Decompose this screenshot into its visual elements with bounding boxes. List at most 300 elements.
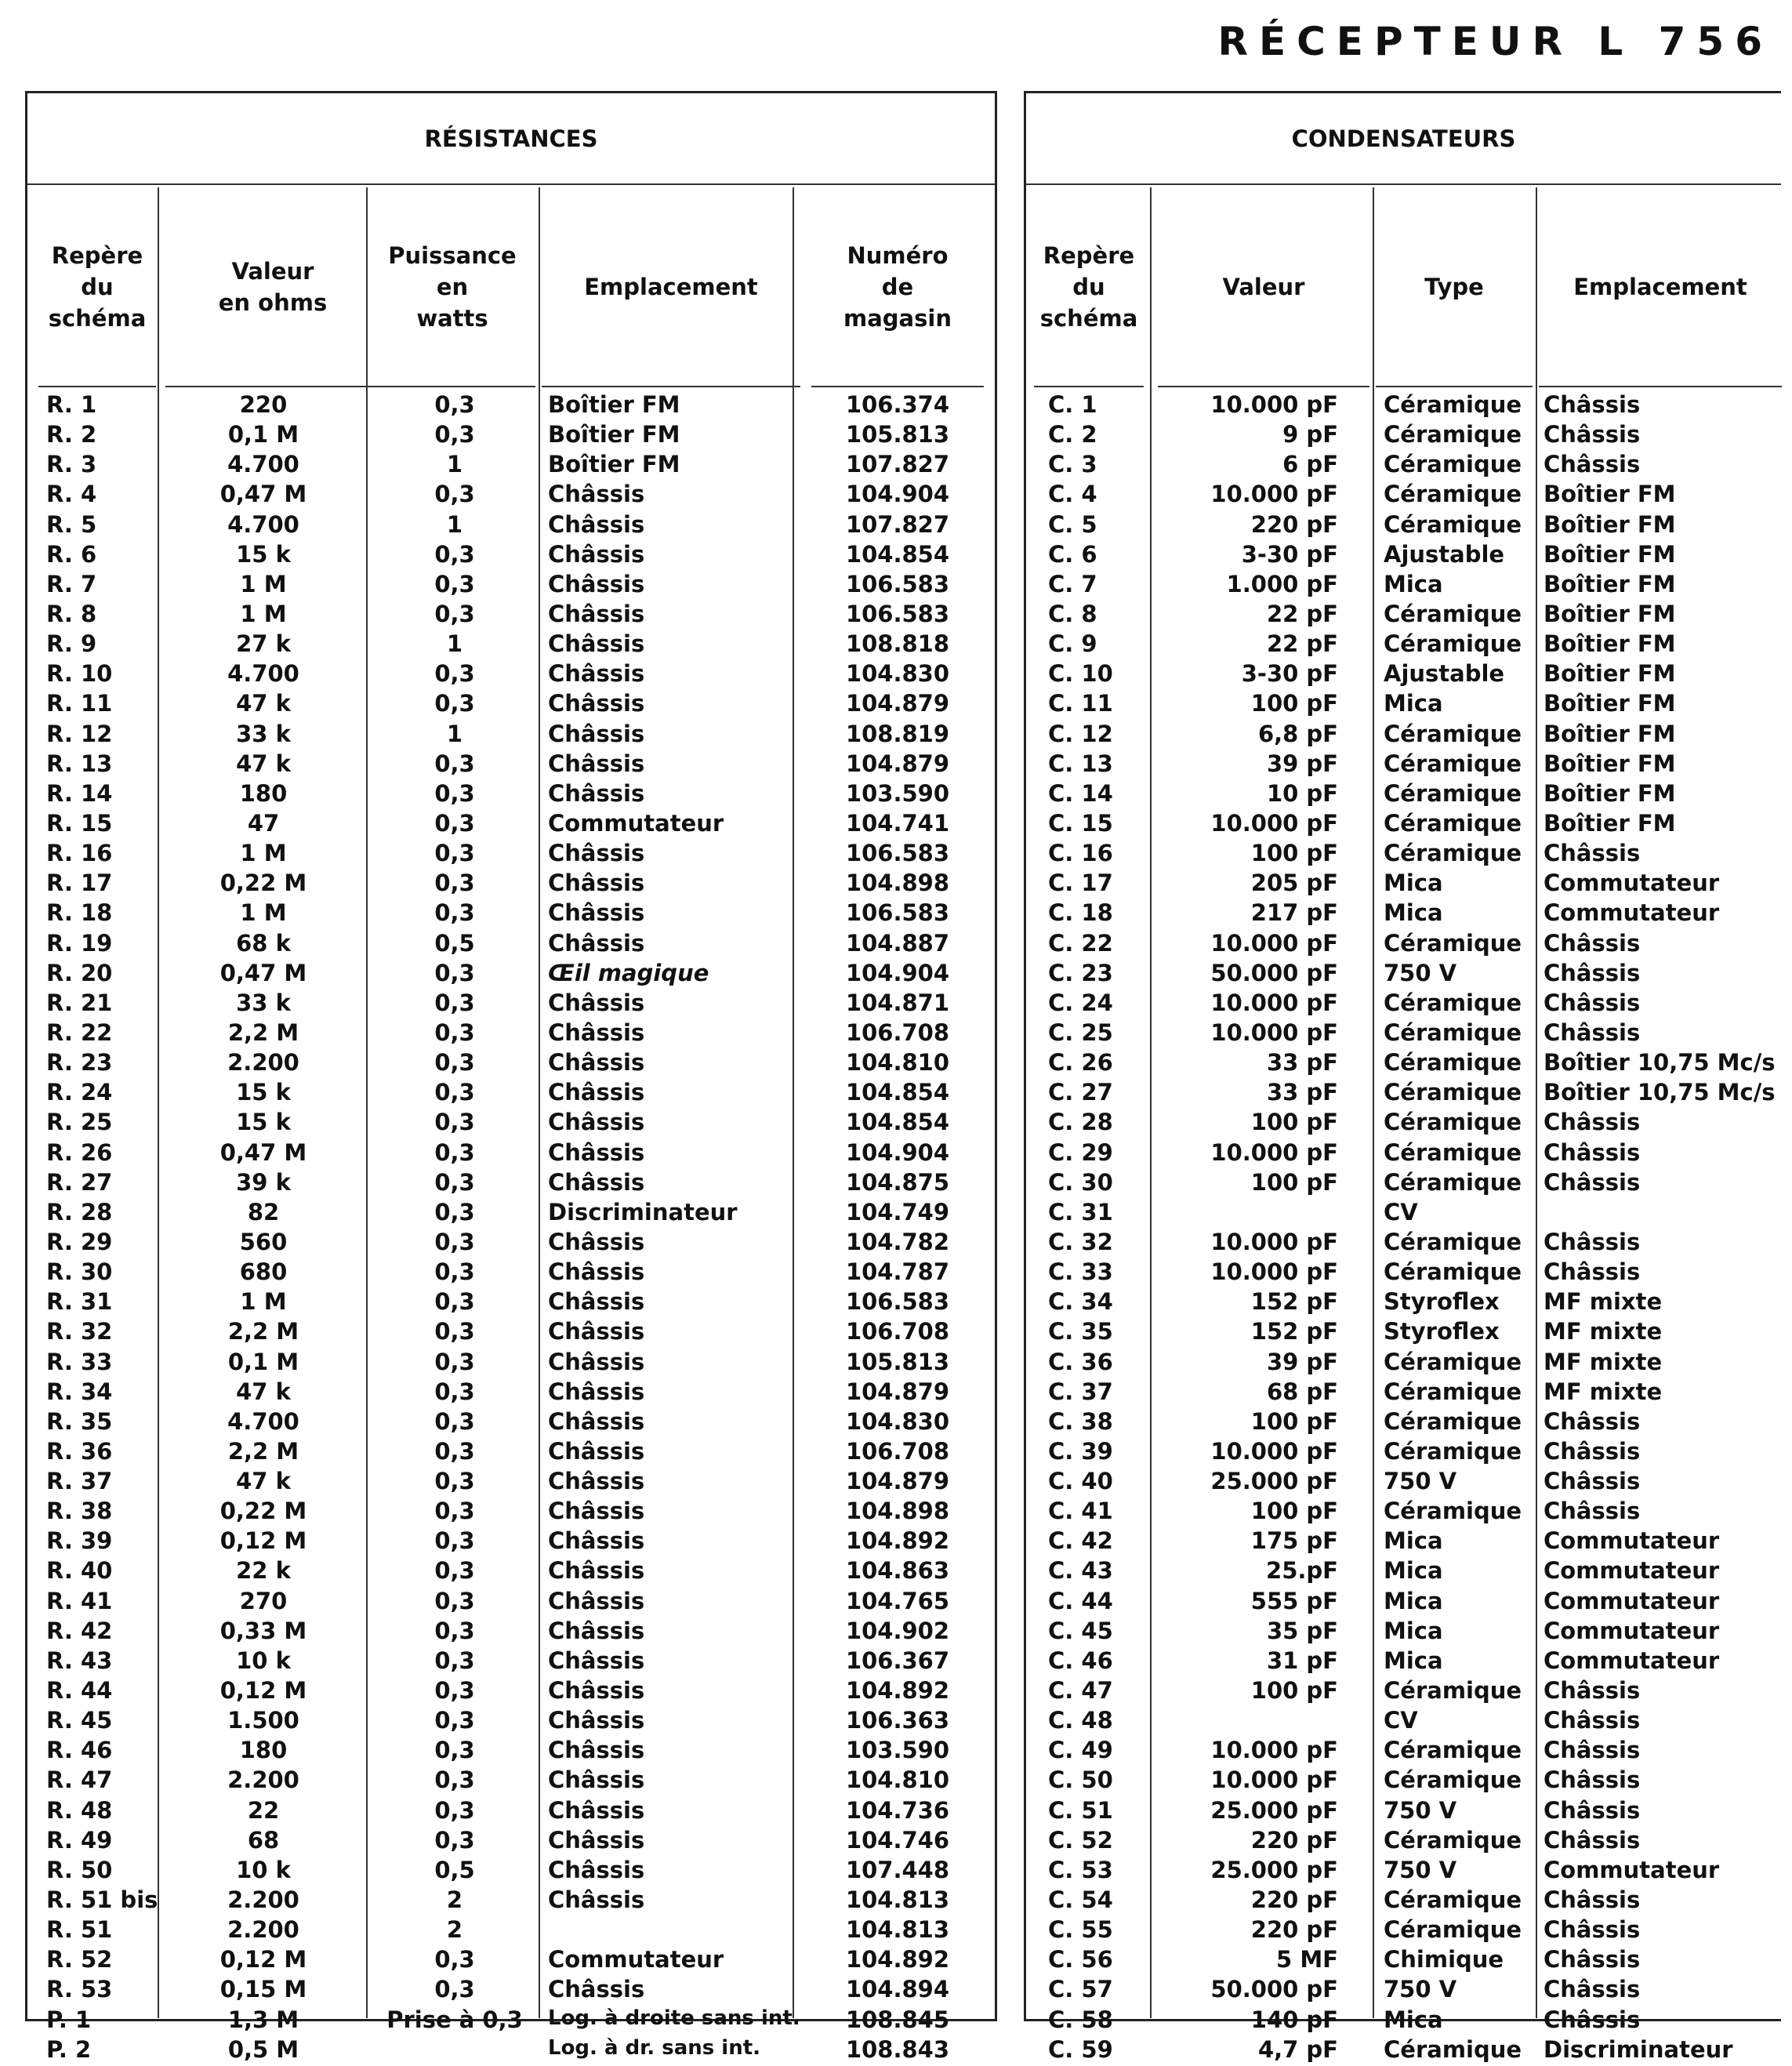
cell-type: Céramique xyxy=(1384,1018,1522,1046)
cell-emplacement: Châssis xyxy=(548,1468,645,1495)
table-row xyxy=(1026,1049,1781,1079)
cell-repere: R. 43 xyxy=(46,1647,113,1674)
cell-numero: 104.830 xyxy=(845,1407,950,1435)
cell-emplacement: Châssis xyxy=(548,1168,645,1196)
cell-repere: R. 51 bis xyxy=(46,1886,158,1914)
cell-repere: R. 44 xyxy=(46,1677,113,1705)
table-row xyxy=(1026,721,1781,750)
cell-numero: 104.892 xyxy=(845,1677,950,1705)
cell-puissance: 1 xyxy=(446,630,463,658)
table-row xyxy=(27,810,995,840)
cell-emplacement: Châssis xyxy=(1544,1109,1641,1136)
cell-type: Céramique xyxy=(1384,929,1522,957)
table-row xyxy=(1026,1766,1781,1796)
cell-valeur: 100 pF xyxy=(1250,840,1338,867)
cell-type: Céramique xyxy=(1384,600,1522,627)
cell-valeur: 22 pF xyxy=(1266,600,1338,627)
cell-puissance: 0,3 xyxy=(434,1527,475,1555)
cell-valeur: 220 pF xyxy=(1250,1886,1338,1914)
table-row xyxy=(27,1468,995,1498)
header-repere: Repère du schéma xyxy=(38,187,156,387)
table-row xyxy=(1026,1827,1781,1857)
cell-emplacement: Châssis xyxy=(548,1617,645,1644)
cell-valeur: 39 pF xyxy=(1266,750,1338,777)
cell-emplacement: Châssis xyxy=(548,779,645,807)
table-row xyxy=(1026,899,1781,929)
cell-valeur: 47 xyxy=(247,809,280,837)
cell-type: Céramique xyxy=(1384,1348,1522,1375)
cell-puissance: 0,3 xyxy=(434,1318,475,1345)
cell-numero: 104.892 xyxy=(845,1527,950,1555)
cell-repere: C. 10 xyxy=(1048,660,1113,688)
cell-valeur: 50.000 pF xyxy=(1210,1976,1338,2003)
cell-numero: 106.583 xyxy=(845,570,950,597)
cell-valeur: 205 pF xyxy=(1250,870,1338,897)
cell-valeur: 4.700 xyxy=(227,1407,299,1435)
cell-type: Céramique xyxy=(1384,1049,1522,1077)
cell-repere: R. 1 xyxy=(46,391,97,418)
table-row xyxy=(1026,1438,1781,1468)
cell-numero: 104.782 xyxy=(845,1228,950,1255)
table-row xyxy=(1026,1019,1781,1049)
cell-repere: C. 12 xyxy=(1048,720,1113,747)
table-row xyxy=(27,1169,995,1199)
cell-valeur: 15 k xyxy=(236,1109,291,1136)
cell-valeur: 2,2 M xyxy=(227,1318,299,1345)
table-row xyxy=(27,1737,995,1766)
cell-type: Chimique xyxy=(1384,1946,1504,1973)
cell-emplacement: Commutateur xyxy=(1544,1856,1720,1883)
cell-type: Mica xyxy=(1384,570,1443,597)
table-row xyxy=(27,1229,995,1258)
cell-emplacement: Châssis xyxy=(548,1138,645,1166)
cell-repere: R. 38 xyxy=(46,1498,113,1525)
cell-numero: 104.749 xyxy=(845,1198,950,1225)
cell-type: Céramique xyxy=(1384,750,1522,777)
cell-valeur: 560 xyxy=(239,1228,288,1255)
cell-emplacement: Commutateur xyxy=(1544,1557,1720,1585)
cell-valeur: 47 k xyxy=(236,750,291,777)
cell-emplacement: Boîtier FM xyxy=(1544,481,1676,508)
cell-repere: R. 46 xyxy=(46,1737,113,1764)
cell-emplacement: Châssis xyxy=(1544,1707,1641,1734)
cell-type: Céramique xyxy=(1384,1228,1522,1255)
table-row xyxy=(1026,1498,1781,1527)
cell-type: Mica xyxy=(1384,2006,1443,2033)
cell-valeur: 33 k xyxy=(236,720,291,747)
cell-type: Céramique xyxy=(1384,510,1522,538)
cell-type: 750 V xyxy=(1384,959,1457,986)
cell-numero: 104.854 xyxy=(845,1109,950,1136)
cell-puissance: 0,3 xyxy=(434,1796,475,1824)
table-row xyxy=(27,1618,995,1647)
table-row xyxy=(27,481,995,510)
cell-type: Céramique xyxy=(1384,1826,1522,1854)
cell-repere: C. 29 xyxy=(1048,1138,1113,1166)
header-type: Type xyxy=(1376,187,1533,387)
table-row xyxy=(1026,750,1781,780)
cell-repere: C. 24 xyxy=(1048,989,1113,1016)
cell-valeur: 555 pF xyxy=(1250,1587,1338,1614)
cell-puissance: 0,3 xyxy=(434,1647,475,1674)
cell-puissance: 0,3 xyxy=(434,1168,475,1196)
cell-numero: 104.871 xyxy=(845,989,950,1016)
cell-valeur: 1,3 M xyxy=(227,2006,299,2033)
table-row xyxy=(27,1139,995,1169)
cell-valeur: 3-30 pF xyxy=(1241,540,1338,568)
cell-emplacement: Châssis xyxy=(1544,840,1641,867)
cell-puissance: 0,3 xyxy=(434,1288,475,1316)
cell-type: Styroflex xyxy=(1384,1318,1500,1345)
cell-valeur: 180 xyxy=(239,1737,288,1764)
cell-puissance: 0,3 xyxy=(434,600,475,627)
cell-puissance: 0,3 xyxy=(434,899,475,927)
cell-numero: 104.863 xyxy=(845,1557,950,1585)
cell-repere: C. 52 xyxy=(1048,1826,1113,1854)
cell-valeur: 10.000 pF xyxy=(1210,1258,1338,1286)
cell-valeur: 25.000 pF xyxy=(1210,1856,1338,1883)
cell-numero: 104.879 xyxy=(845,750,950,777)
cell-puissance: 0,5 xyxy=(434,929,475,957)
cell-emplacement: MF mixte xyxy=(1544,1288,1663,1316)
cell-repere: C. 53 xyxy=(1048,1856,1113,1883)
table-row xyxy=(27,1886,995,1916)
cell-numero: 106.583 xyxy=(845,840,950,867)
cell-repere: R. 49 xyxy=(46,1826,113,1854)
cell-repere: R. 37 xyxy=(46,1468,113,1495)
cell-repere: R. 15 xyxy=(46,809,113,837)
cell-valeur: 10.000 pF xyxy=(1210,1138,1338,1166)
cell-puissance: 0,3 xyxy=(434,1109,475,1136)
cell-repere: C. 2 xyxy=(1048,421,1097,448)
cell-emplacement: Châssis xyxy=(1544,451,1641,478)
cell-emplacement: Châssis xyxy=(1544,1946,1641,1973)
cell-puissance: 0,3 xyxy=(434,481,475,508)
cell-type: Céramique xyxy=(1384,1766,1522,1794)
cell-repere: R. 27 xyxy=(46,1168,113,1196)
cell-puissance: 0,3 xyxy=(434,1348,475,1375)
cell-emplacement: Boîtier FM xyxy=(1544,779,1676,807)
cell-emplacement: Châssis xyxy=(1544,1468,1641,1495)
cell-puissance: Prise à 0,3 xyxy=(386,2006,523,2033)
cell-puissance: 0,3 xyxy=(434,1498,475,1525)
cell-repere: C. 5 xyxy=(1048,510,1097,538)
table-row xyxy=(27,750,995,780)
cell-type: Céramique xyxy=(1384,1916,1522,1944)
cell-puissance: 0,3 xyxy=(434,1587,475,1614)
cell-repere: C. 25 xyxy=(1048,1018,1113,1046)
condensateurs-rows xyxy=(1026,391,1781,2066)
cell-emplacement: Boîtier FM xyxy=(1544,600,1676,627)
table-row xyxy=(1026,1378,1781,1408)
cell-repere: C. 18 xyxy=(1048,899,1113,927)
cell-puissance: 0,3 xyxy=(434,779,475,807)
cell-emplacement: Châssis xyxy=(548,1677,645,1705)
cell-repere: C. 51 xyxy=(1048,1796,1113,1824)
cell-puissance: 0,3 xyxy=(434,840,475,867)
cell-numero: 104.813 xyxy=(845,1886,950,1914)
cell-type: 750 V xyxy=(1384,1796,1457,1824)
cell-repere: C. 36 xyxy=(1048,1348,1113,1375)
table-row xyxy=(27,1707,995,1737)
table-row xyxy=(1026,810,1781,840)
cell-numero: 104.879 xyxy=(845,1378,950,1405)
table-row xyxy=(27,1079,995,1109)
cell-type: Mica xyxy=(1384,870,1443,897)
cell-puissance: 0,3 xyxy=(434,540,475,568)
cell-valeur: 100 pF xyxy=(1250,690,1338,717)
cell-valeur: 47 k xyxy=(236,1378,291,1405)
table-row xyxy=(1026,1707,1781,1737)
table-row xyxy=(1026,1318,1781,1348)
resistances-title: RÉSISTANCES xyxy=(27,93,995,185)
cell-type: Céramique xyxy=(1384,1378,1522,1405)
cell-emplacement: Châssis xyxy=(1544,1018,1641,1046)
cell-repere: C. 50 xyxy=(1048,1766,1113,1794)
cell-valeur: 10.000 pF xyxy=(1210,1018,1338,1046)
cell-valeur: 68 pF xyxy=(1266,1378,1338,1405)
cell-emplacement: Discriminateur xyxy=(548,1198,738,1225)
cell-repere: C. 57 xyxy=(1048,1976,1113,2003)
cell-valeur: 4,7 pF xyxy=(1257,2035,1338,2063)
cell-type: Ajustable xyxy=(1384,660,1505,688)
cell-valeur: 0,47 M xyxy=(219,1138,307,1166)
cell-emplacement: Commutateur xyxy=(1544,870,1720,897)
cell-repere: C. 14 xyxy=(1048,779,1113,807)
table-row xyxy=(27,1557,995,1587)
cell-valeur: 10.000 pF xyxy=(1210,1437,1338,1465)
cell-valeur: 10.000 pF xyxy=(1210,1766,1338,1794)
table-row xyxy=(27,451,995,481)
condensateurs-table xyxy=(1024,91,1781,2063)
cell-emplacement: Châssis xyxy=(548,481,645,508)
cell-numero: 106.367 xyxy=(845,1647,950,1674)
table-row xyxy=(27,1318,995,1348)
table-row xyxy=(27,1827,995,1857)
table-row xyxy=(27,1916,995,1946)
cell-emplacement: Châssis xyxy=(1544,929,1641,957)
header-repere: Repère du schéma xyxy=(1034,187,1144,387)
cell-emplacement: Châssis xyxy=(548,1258,645,1286)
cell-valeur: 0,12 M xyxy=(219,1677,307,1705)
cell-emplacement: Boîtier 10,75 Mc/s xyxy=(1544,1049,1776,1077)
cell-valeur: 217 pF xyxy=(1250,899,1338,927)
cell-emplacement: Châssis xyxy=(1544,1168,1641,1196)
cell-emplacement: Boîtier FM xyxy=(1544,720,1676,747)
table-row xyxy=(1026,1527,1781,1557)
cell-numero: 106.708 xyxy=(845,1018,950,1046)
table-row xyxy=(27,1946,995,1976)
table-row xyxy=(1026,840,1781,870)
cell-type: Céramique xyxy=(1384,1677,1522,1705)
cell-repere: C. 16 xyxy=(1048,840,1113,867)
cell-type: Mica xyxy=(1384,1587,1443,1614)
cell-emplacement: Châssis xyxy=(548,1079,645,1106)
cell-emplacement: Châssis xyxy=(1544,959,1641,986)
cell-repere: C. 38 xyxy=(1048,1407,1113,1435)
cell-emplacement: MF mixte xyxy=(1544,1378,1663,1405)
table-row xyxy=(1026,1139,1781,1169)
cell-valeur: 0,5 M xyxy=(227,2035,299,2063)
table-row xyxy=(27,1527,995,1557)
cell-valeur: 50.000 pF xyxy=(1210,959,1338,986)
cell-emplacement: Châssis xyxy=(1544,1138,1641,1166)
cell-repere: R. 29 xyxy=(46,1228,113,1255)
cell-emplacement: Châssis xyxy=(1544,1796,1641,1824)
cell-type: Céramique xyxy=(1384,1407,1522,1435)
cell-emplacement: Châssis xyxy=(1544,2006,1641,2033)
cell-puissance: 0,3 xyxy=(434,1198,475,1225)
cell-valeur: 2.200 xyxy=(227,1049,299,1077)
cell-valeur: 220 pF xyxy=(1250,1826,1338,1854)
table-row xyxy=(1026,511,1781,541)
cell-valeur: 1.000 pF xyxy=(1226,570,1338,597)
table-row xyxy=(1026,630,1781,660)
cell-emplacement: Boîtier FM xyxy=(1544,750,1676,777)
cell-repere: R. 33 xyxy=(46,1348,113,1375)
cell-numero: 107.448 xyxy=(845,1856,950,1883)
table-row xyxy=(1026,1288,1781,1318)
table-row xyxy=(1026,2036,1781,2066)
table-row xyxy=(27,1797,995,1827)
cell-numero: 103.590 xyxy=(845,779,950,807)
table-row xyxy=(27,601,995,630)
cell-valeur: 2.200 xyxy=(227,1766,299,1794)
cell-repere: C. 42 xyxy=(1048,1527,1113,1555)
cell-repere: R. 14 xyxy=(46,779,113,807)
cell-emplacement: Boîtier 10,75 Mc/s xyxy=(1544,1079,1776,1106)
table-row xyxy=(27,1647,995,1677)
cell-type: 750 V xyxy=(1384,1468,1457,1495)
cell-repere: R. 8 xyxy=(46,600,97,627)
cell-emplacement: Châssis xyxy=(548,1647,645,1674)
cell-repere: R. 11 xyxy=(46,690,113,717)
table-row xyxy=(27,989,995,1019)
cell-valeur: 15 k xyxy=(236,1079,291,1106)
table-row xyxy=(1026,1857,1781,1886)
cell-emplacement: Châssis xyxy=(1544,1737,1641,1764)
cell-valeur: 3-30 pF xyxy=(1241,660,1338,688)
cell-repere: C. 4 xyxy=(1048,481,1097,508)
cell-puissance: 0,3 xyxy=(434,870,475,897)
cell-valeur: 33 k xyxy=(236,989,291,1016)
cell-type: Mica xyxy=(1384,1647,1443,1674)
cell-repere: C. 59 xyxy=(1048,2035,1113,2063)
cell-valeur: 0,33 M xyxy=(219,1617,307,1644)
table-row xyxy=(1026,1557,1781,1587)
cell-numero: 104.887 xyxy=(845,929,950,957)
cell-repere: R. 19 xyxy=(46,929,113,957)
resistances-table xyxy=(25,91,997,2063)
cell-repere: C. 23 xyxy=(1048,959,1113,986)
cell-emplacement: Boîtier FM xyxy=(1544,630,1676,658)
table-row xyxy=(1026,1258,1781,1288)
cell-valeur: 15 k xyxy=(236,540,291,568)
cell-puissance: 0,3 xyxy=(434,1437,475,1465)
cell-valeur: 100 pF xyxy=(1250,1168,1338,1196)
cell-valeur: 0,12 M xyxy=(219,1946,307,1973)
cell-valeur: 100 pF xyxy=(1250,1407,1338,1435)
cell-emplacement: Boîtier FM xyxy=(1544,570,1676,597)
cell-puissance: 0,3 xyxy=(434,660,475,688)
table-row xyxy=(27,1378,995,1408)
table-row xyxy=(27,930,995,960)
table-row xyxy=(1026,989,1781,1019)
cell-repere: R. 34 xyxy=(46,1378,113,1405)
cell-type: Céramique xyxy=(1384,840,1522,867)
table-row xyxy=(27,840,995,870)
cell-valeur: 39 k xyxy=(236,1168,291,1196)
cell-puissance: 0,3 xyxy=(434,391,475,418)
cell-type: Styroflex xyxy=(1384,1288,1500,1316)
cell-repere: R. 48 xyxy=(46,1796,113,1824)
table-row xyxy=(27,1349,995,1378)
cell-emplacement: Châssis xyxy=(1544,1766,1641,1794)
cell-numero: 107.827 xyxy=(845,510,950,538)
cell-valeur: 220 xyxy=(239,391,288,418)
cell-repere: R. 21 xyxy=(46,989,113,1016)
cell-emplacement: Châssis xyxy=(1544,391,1641,418)
cell-valeur: 270 xyxy=(239,1587,288,1614)
cell-puissance: 0,3 xyxy=(434,690,475,717)
cell-repere: R. 22 xyxy=(46,1018,113,1046)
header-valeur: Valeur xyxy=(1158,187,1369,387)
cell-repere: R. 28 xyxy=(46,1198,113,1225)
table-row xyxy=(27,1288,995,1318)
cell-repere: R. 41 xyxy=(46,1587,113,1614)
cell-repere: R. 12 xyxy=(46,720,113,747)
cell-type: Céramique xyxy=(1384,1109,1522,1136)
table-row xyxy=(27,1438,995,1468)
cell-repere: R. 30 xyxy=(46,1258,113,1286)
cell-repere: C. 32 xyxy=(1048,1228,1113,1255)
table-row xyxy=(27,511,995,541)
cell-valeur: 2.200 xyxy=(227,1886,299,1914)
cell-valeur: 25.000 pF xyxy=(1210,1468,1338,1495)
cell-emplacement: Châssis xyxy=(1544,1258,1641,1286)
cell-repere: R. 53 xyxy=(46,1976,113,2003)
cell-repere: R. 24 xyxy=(46,1079,113,1106)
cell-numero: 104.879 xyxy=(845,1468,950,1495)
table-row xyxy=(1026,1647,1781,1677)
cell-emplacement: Commutateur xyxy=(1544,899,1720,927)
table-row xyxy=(1026,1229,1781,1258)
condensateurs-title: CONDENSATEURS xyxy=(1026,93,1781,185)
table-row xyxy=(1026,1677,1781,1707)
cell-puissance: 2 xyxy=(446,1886,463,1914)
cell-emplacement: Châssis xyxy=(548,720,645,747)
cell-repere: R. 18 xyxy=(46,899,113,927)
cell-emplacement: Log. à dr. sans int. xyxy=(548,2035,761,2060)
cell-valeur: 4.700 xyxy=(227,510,299,538)
table-row xyxy=(27,1199,995,1229)
cell-emplacement: Châssis xyxy=(548,540,645,568)
table-row xyxy=(27,1976,995,2006)
cell-repere: R. 23 xyxy=(46,1049,113,1077)
cell-valeur: 100 pF xyxy=(1250,1498,1338,1525)
cell-repere: C. 41 xyxy=(1048,1498,1113,1525)
cell-repere: R. 52 xyxy=(46,1946,113,1973)
resistances-rows xyxy=(27,391,995,2066)
cell-repere: R. 45 xyxy=(46,1707,113,1734)
table-row xyxy=(27,2036,995,2066)
cell-repere: R. 9 xyxy=(46,630,97,658)
table-row xyxy=(27,899,995,929)
cell-repere: C. 22 xyxy=(1048,929,1113,957)
cell-repere: C. 47 xyxy=(1048,1677,1113,1705)
cell-valeur: 10.000 pF xyxy=(1210,1737,1338,1764)
cell-valeur: 1 M xyxy=(240,1288,287,1316)
